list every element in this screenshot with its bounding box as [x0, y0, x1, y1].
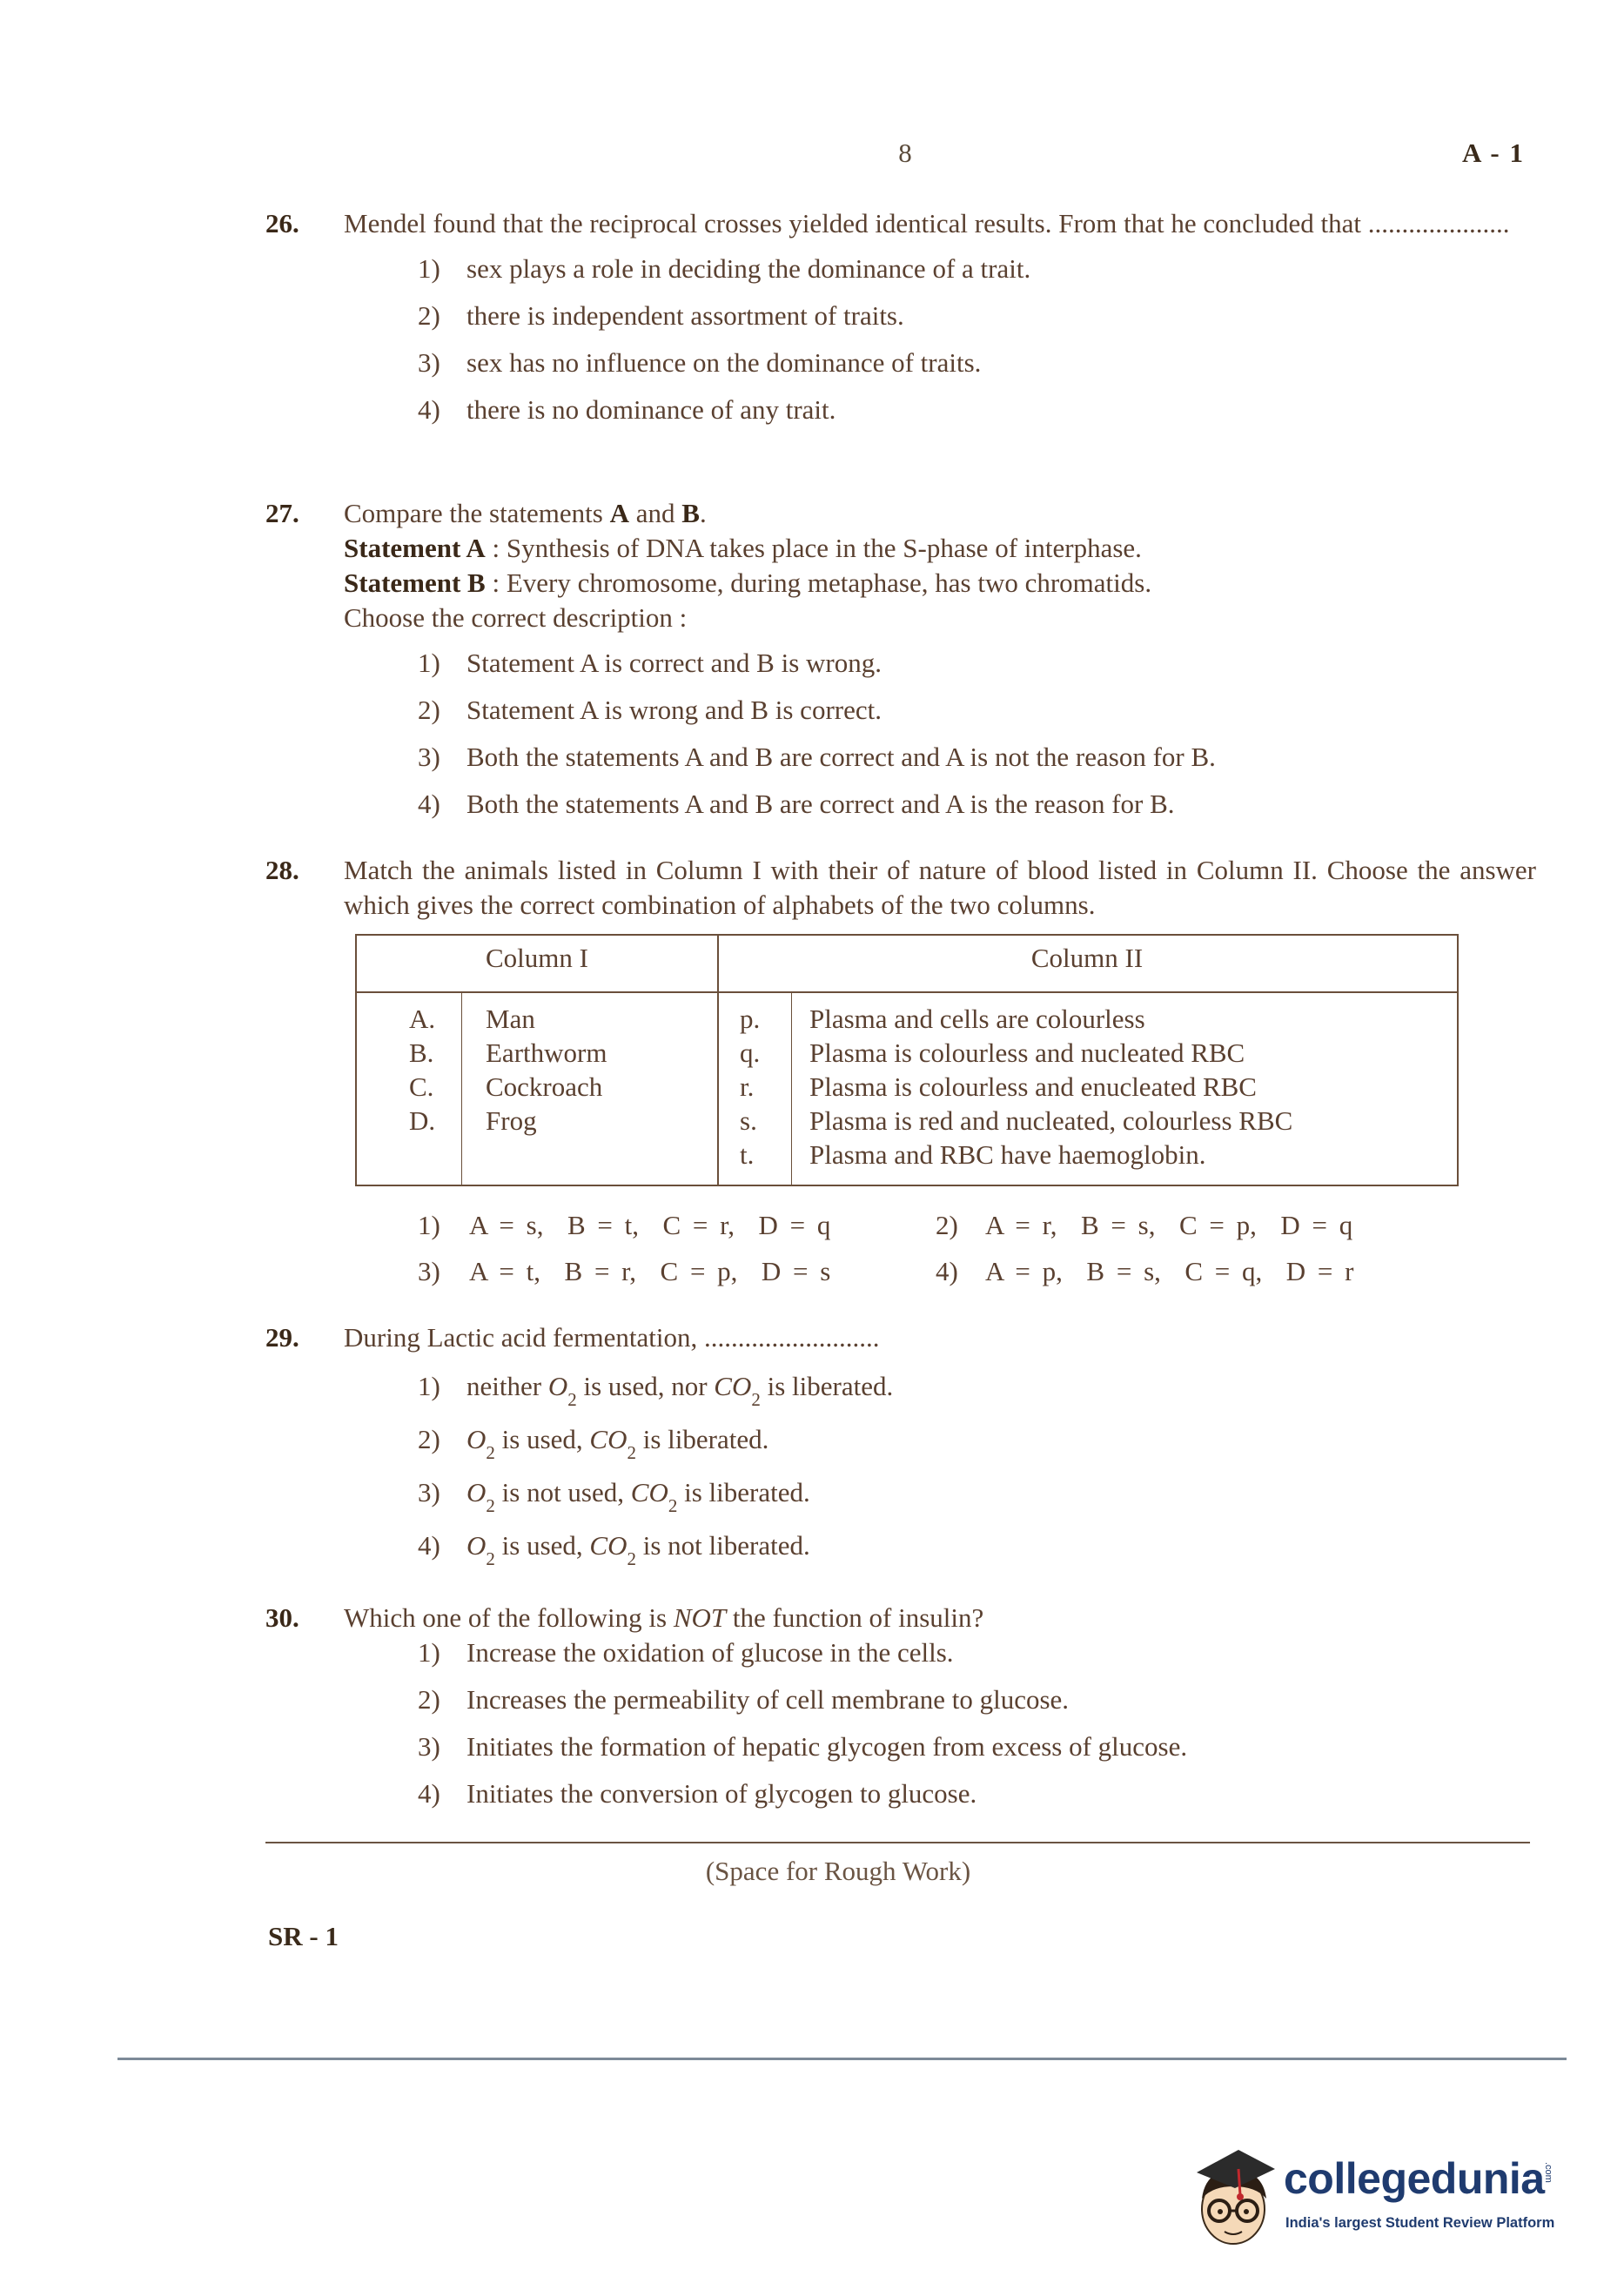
series-code: SR - 1 [268, 1921, 339, 1951]
question-number: 27. [265, 498, 299, 528]
option-number: 2) [936, 1210, 958, 1240]
column-2-header: Column II [1030, 943, 1144, 973]
option-4 [418, 393, 1536, 440]
booklet-code: A - 1 [1462, 138, 1525, 168]
option-2 [418, 299, 1536, 346]
option-text: Increase the oxidation of glucose in the cells. [466, 1637, 954, 1668]
statement-a: Statement A : Synthesis of DNA takes place in the S-phase of interphase. [344, 533, 1142, 563]
question-26 [265, 206, 1536, 440]
column-1-header: Column I [486, 943, 588, 973]
option-3 [418, 1729, 1536, 1776]
option-text: sex plays a role in deciding the dominance of a trait. [466, 253, 1031, 284]
option-text: $O_2$ is used, $CO_2$ is liberated. [466, 1424, 769, 1463]
question-stem: During Lactic acid fermentation, .......................... [344, 1322, 880, 1353]
option-1 [418, 1369, 1536, 1422]
option-number: 1) [418, 253, 440, 284]
option-text: sex has no influence on the dominance of traits. [466, 347, 982, 378]
option-2 [418, 693, 1536, 740]
scan-edge-line [117, 2058, 1567, 2060]
option-1 [418, 646, 1536, 693]
brand-suffix: .com [1543, 2162, 1554, 2183]
column-2-letters: p. q. r. s. t. [740, 1004, 761, 1170]
option-text: neither $O_2$ is used, nor $CO_2$ is liberated. [466, 1371, 894, 1410]
option-text: A = r, B = s, C = p, D = q [985, 1210, 1353, 1240]
option-text: there is no dominance of any trait. [466, 394, 836, 425]
question-27 [265, 496, 1536, 834]
collegedunia-watermark[interactable] [1188, 2138, 1554, 2251]
question-stem: Mendel found that the reciprocal crosses yielded identical results. From that he concluded that ..................... [344, 208, 1510, 238]
option-text: Both the statements A and B are correct and A is the reason for B. [466, 789, 1175, 819]
option-text: $O_2$ is not used, $CO_2$ is liberated. [466, 1477, 810, 1516]
option-2 [418, 1422, 1536, 1475]
option-1 [418, 1635, 1536, 1682]
option-text: Initiates the formation of hepatic glycogen from excess of glucose. [466, 1731, 1188, 1762]
column-1-items: Man Earthworm Cockroach Frog [486, 1004, 607, 1136]
option-number: 3) [418, 1731, 440, 1762]
question-number: 28. [265, 855, 299, 885]
option-4 [418, 1528, 1536, 1581]
option-number: 3) [418, 1256, 440, 1286]
option-number: 3) [418, 347, 440, 378]
option-text: Increases the permeability of cell membrane to glucose. [466, 1684, 1070, 1715]
option-number: 3) [418, 742, 440, 772]
option-3 [418, 740, 1536, 787]
option-text: A = t, B = r, C = p, D = s [469, 1256, 831, 1286]
mascot-icon [1188, 2138, 1284, 2251]
brand-tagline: India's largest Student Review Platform [1285, 2215, 1555, 2231]
option-number: 4) [418, 789, 440, 819]
option-text: A = p, B = s, C = q, D = r [985, 1256, 1354, 1286]
question-30 [265, 1601, 1536, 1823]
question-stem: Match the animals listed in Column I with their of nature of blood listed in Column II. Choose the answer which gives the correct combination of alphabets of the two columns. [344, 855, 1536, 920]
option-number: 2) [418, 695, 440, 725]
match-table [355, 934, 1459, 1186]
option-number: 4) [936, 1256, 958, 1286]
option-4 [418, 1776, 1536, 1823]
rough-work-label: (Space for Rough Work) [705, 1856, 971, 1886]
option-number: 1) [418, 1637, 440, 1668]
instruction: Choose the correct description : [344, 602, 688, 633]
option-number: 4) [418, 1778, 440, 1809]
page-number: 8 [898, 138, 912, 168]
question-28 [265, 853, 1536, 923]
option-number: 2) [418, 1684, 440, 1715]
divider [265, 1842, 1530, 1843]
option-text: A = s, B = t, C = r, D = q [469, 1210, 831, 1240]
question-stem: Which one of the following is NOT the function of insulin? [344, 1602, 984, 1633]
option-text: Initiates the conversion of glycogen to glucose. [466, 1778, 977, 1809]
option-text: Statement A is wrong and B is correct. [466, 695, 882, 725]
question-stem: Compare the statements A and B. Statement A : Synthesis of DNA takes place in the S-phase of interphase. Statement B : Every chromosome, during metaphase, has two chromatids. Choose the correct description : [344, 496, 1536, 635]
option-1 [418, 252, 1536, 299]
option-number: 1) [418, 1210, 440, 1240]
option-2 [418, 1682, 1536, 1729]
column-1-letters: A. B. C. D. [409, 1004, 436, 1136]
option-number: 3) [418, 1477, 440, 1507]
brand-name: collegedunia [1284, 2154, 1545, 2203]
option-3 [418, 346, 1536, 393]
option-number: 2) [418, 1424, 440, 1454]
option-text: $O_2$ is used, $CO_2$ is not liberated. [466, 1530, 810, 1569]
option-number: 4) [418, 394, 440, 425]
column-2-items: Plasma and cells are colourless Plasma is colourless and nucleated RBC Plasma is colourless and enucleated RBC Plasma is red and nucleated, colourless RBC Plasma and RBC have haemoglobin. [809, 1004, 1293, 1170]
statement-b: Statement B : Every chromosome, during metaphase, has two chromatids. [344, 567, 1152, 598]
option-number: 1) [418, 1371, 440, 1401]
question-29 [265, 1320, 1536, 1581]
option-number: 4) [418, 1530, 440, 1561]
option-number: 1) [418, 648, 440, 678]
question-number: 26. [265, 208, 299, 238]
option-3 [418, 1475, 1536, 1528]
option-text: Statement A is correct and B is wrong. [466, 648, 882, 678]
question-number: 30. [265, 1602, 299, 1633]
option-4 [418, 787, 1536, 834]
question-number: 29. [265, 1322, 299, 1353]
option-number: 2) [418, 300, 440, 331]
option-text: there is independent assortment of traits. [466, 300, 904, 331]
option-text: Both the statements A and B are correct and A is not the reason for B. [466, 742, 1216, 772]
